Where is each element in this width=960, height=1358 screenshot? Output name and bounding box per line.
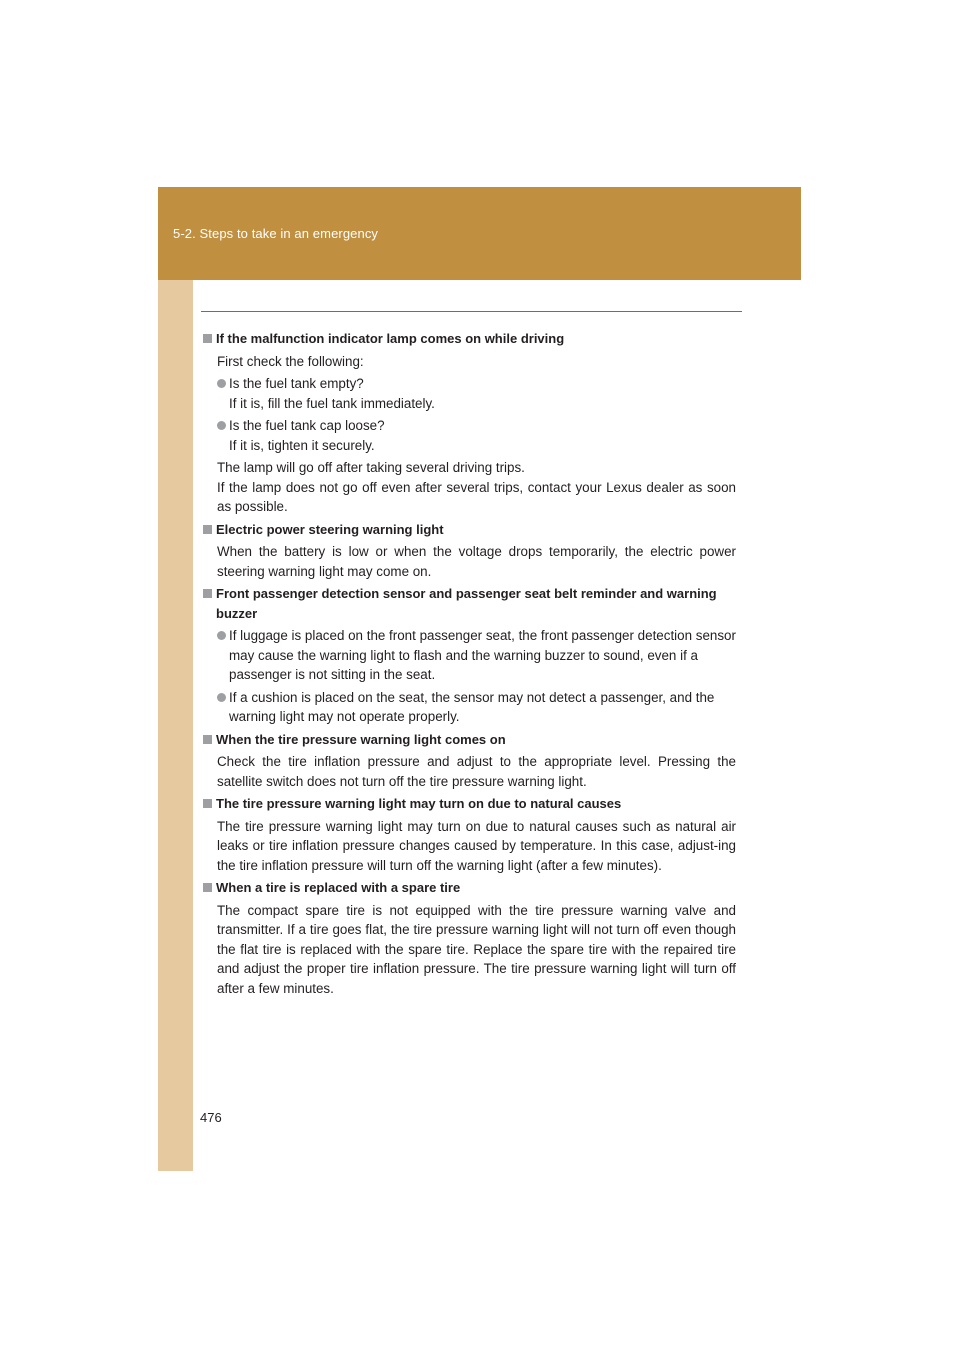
malfunction-note-2: If the lamp does not go off even after several trips, contact your Lexus dealer as soon as possible. (217, 479, 736, 514)
round-bullet-icon (217, 693, 226, 702)
section-title: 5-2. Steps to take in an emergency (173, 226, 379, 241)
side-tab-strip (158, 187, 193, 1171)
heading-passenger: Front passenger detection sensor and passenger seat belt reminder and warning buzzer (203, 584, 736, 623)
square-bullet-icon (203, 883, 212, 892)
heading-malfunction: If the malfunction indicator lamp comes on while driving (203, 329, 736, 349)
heading-eps: Electric power steering warning light (203, 520, 736, 540)
tpms-natural-body: The tire pressure warning light may turn on due to natural causes such as natural air leaks or tire inflation pressure changes caused by temperature. In this case, adjust-ing the tire inflation pressure will turn off the warning light (after a few minutes). (217, 818, 736, 873)
page-content (203, 329, 736, 1001)
round-bullet-icon (217, 631, 226, 640)
heading-tpms-natural: The tire pressure warning light may turn on due to natural causes (203, 794, 736, 814)
heading-tpms-on: When the tire pressure warning light comes on (203, 730, 736, 750)
divider-rule (201, 311, 742, 312)
tpms-on-body: Check the tire inflation pressure and adjust to the appropriate level. Pressing the satellite switch does not turn off the tire pressure warning light. (217, 754, 736, 789)
square-bullet-icon (203, 799, 212, 808)
list-item: If a cushion is placed on the seat, the sensor may not detect a passenger, and the warning light may not operate properly. (203, 688, 736, 727)
list-item: If luggage is placed on the front passenger seat, the front passenger detection sensor may cause the warning light to flash and the warning buzzer to sound, even if a passenger is not sitting in the seat. (203, 626, 736, 685)
heading-spare: When a tire is replaced with a spare tire (203, 878, 736, 898)
list-item: Is the fuel tank cap loose? If it is, tighten it securely. (203, 416, 736, 455)
round-bullet-icon (217, 421, 226, 430)
malfunction-note-1: The lamp will go off after taking several driving trips. (217, 460, 525, 475)
square-bullet-icon (203, 589, 212, 598)
spare-body: The compact spare tire is not equipped with the tire pressure warning valve and transmitter. If a tire goes flat, the tire pressure warning light will not turn off even though the flat tire is replaced with the spare tire. Replace the spare tire with the repaired tire and adjust the proper tire inflation pressure. The tire pressure warning light will turn off after a few minutes. (217, 902, 736, 996)
list-item: Is the fuel tank empty? If it is, fill the fuel tank immediately. (203, 374, 736, 413)
square-bullet-icon (203, 525, 212, 534)
square-bullet-icon (203, 735, 212, 744)
square-bullet-icon (203, 334, 212, 343)
page-number: 476 (200, 1110, 222, 1125)
round-bullet-icon (217, 379, 226, 388)
malfunction-intro: First check the following: (217, 353, 364, 369)
eps-body: When the battery is low or when the voltage drops temporarily, the electric power steering warning light may come on. (217, 544, 736, 579)
